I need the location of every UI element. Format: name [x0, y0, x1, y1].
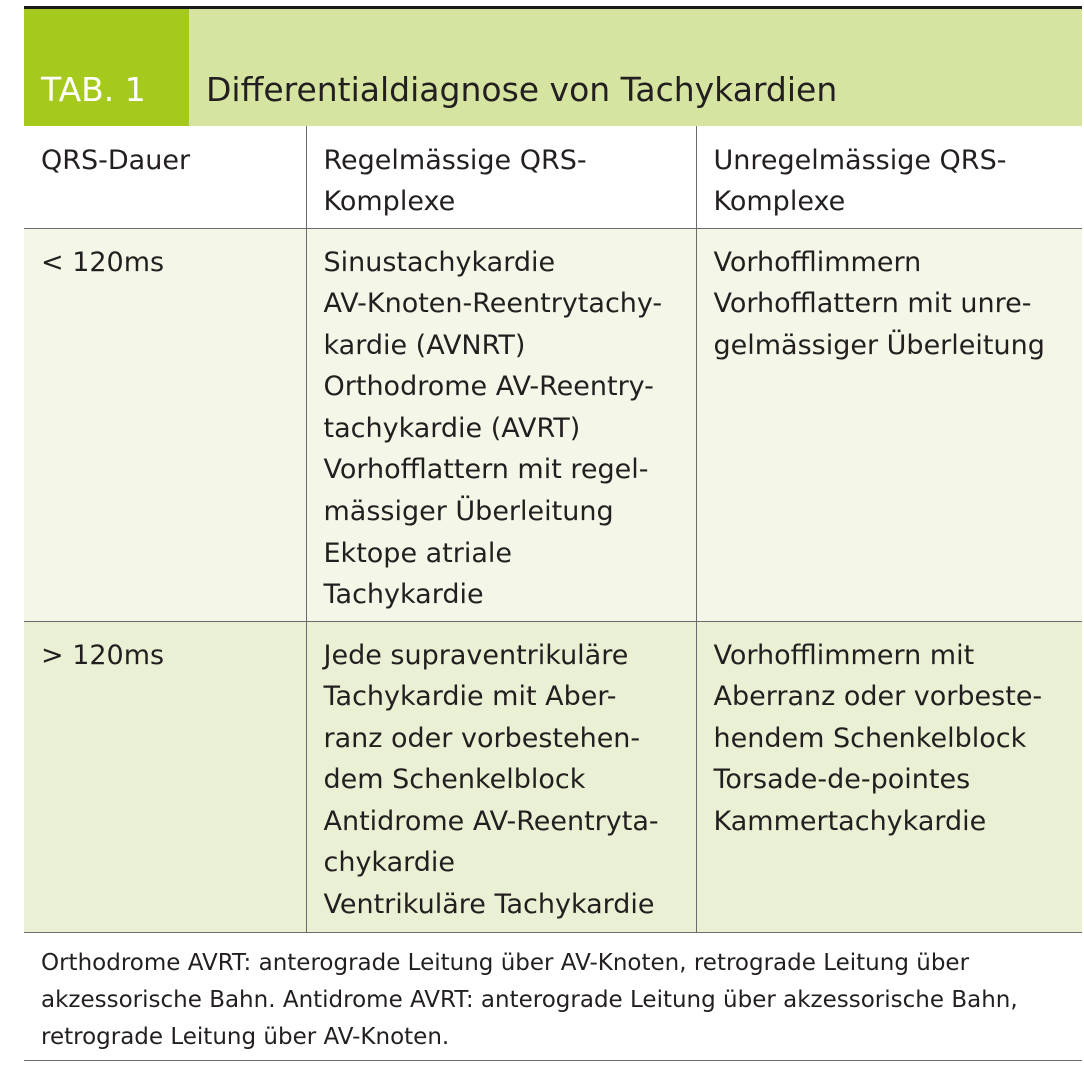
row-regular-wide: Jede supraventrikuläre Tachykardie mit Aber- ranz oder vorbestehen- dem Schenkelblock Antidrome AV-Reentryta- chykardie Ventrikuläre Tachykardie [306, 621, 696, 932]
differential-diagnosis-table [24, 126, 1082, 1061]
table-footnote-row [24, 932, 1082, 1060]
table-row [24, 621, 1082, 932]
table-row [24, 228, 1082, 621]
header-irregular-qrs: Unregelmässige QRS- Komplexe [696, 126, 1082, 228]
row-irregular-narrow: Vorhofflimmern Vorhofflattern mit unre- gelmässiger Überleitung [696, 228, 1082, 621]
row-regular-narrow: Sinustachykardie AV-Knoten-Reentrytachy- kardie (AVNRT) Orthodrome AV-Reentry- tachykardie (AVRT) Vorhofflattern mit regel- mässiger Überleitung Ektope atriale Tachykardie [306, 228, 696, 621]
row-duration-wide: > 120ms [24, 621, 306, 932]
table-header-row [24, 126, 1082, 228]
table-number-label: TAB. 1 [24, 9, 189, 126]
table-title: Differentialdiagnose von Tachykardien [189, 9, 1082, 126]
table-frame [24, 6, 1082, 1060]
header-regular-qrs: Regelmässige QRS- Komplexe [306, 126, 696, 228]
row-duration-narrow: < 120ms [24, 228, 306, 621]
row-irregular-wide: Vorhofflimmern mit Aberranz oder vorbeste- hendem Schenkelblock Torsade-de-pointes Kammertachykardie [696, 621, 1082, 932]
table-title-bar [24, 9, 1082, 126]
header-qrs-duration: QRS-Dauer [24, 126, 306, 228]
table-footnote: Orthodrome AVRT: anterograde Leitung über AV-Knoten, retrograde Leitung über akzessorische Bahn. Antidrome AVRT: anterograde Leitung über akzessorische Bahn, retrograde Leitung über AV-Knoten. [24, 932, 1082, 1060]
